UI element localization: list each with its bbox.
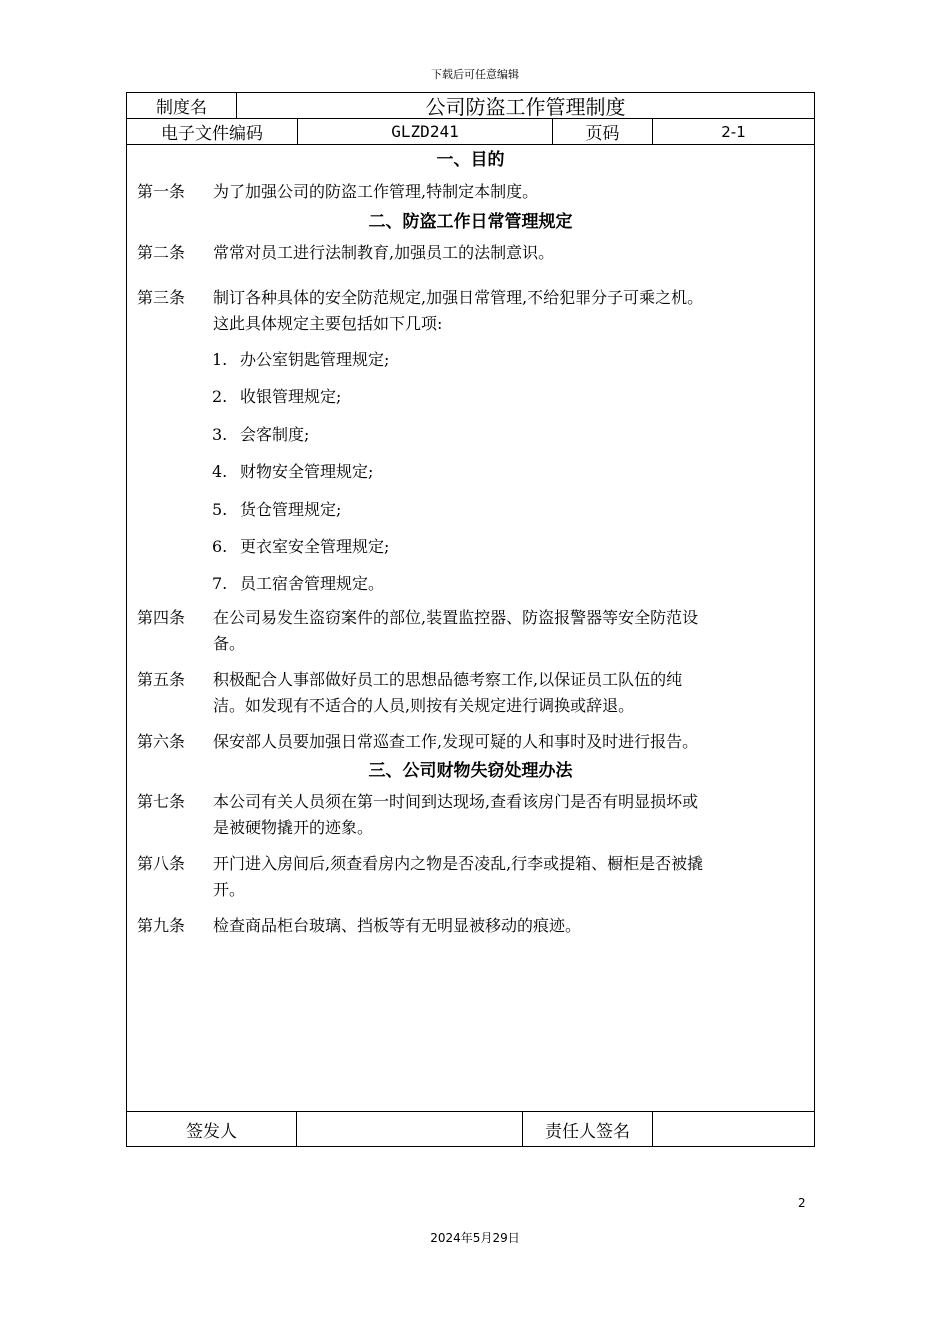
responsible-signature-field[interactable] <box>653 1112 814 1146</box>
code-label: 电子文件编码 <box>127 119 298 144</box>
article-number: 第八条 <box>137 854 186 873</box>
issuer-field[interactable] <box>297 1112 523 1146</box>
article-number: 第五条 <box>137 670 186 689</box>
article-line: 开门进入房间后,须查看房内之物是否凌乱,行李或提箱、橱柜是否被撬 <box>213 854 704 873</box>
article-number: 第六条 <box>137 732 186 751</box>
name-label: 制度名 <box>127 93 237 118</box>
regulation-body <box>127 145 814 1111</box>
list-item: 6. 更衣室安全管理规定; <box>212 537 390 556</box>
article-line: 这此具体规定主要包括如下几项: <box>213 314 443 333</box>
page-number: 2 <box>798 1196 806 1210</box>
article-line: 在公司易发生盗窃案件的部位,装置监控器、防盗报警器等安全防范设 <box>213 608 699 627</box>
article-line: 保安部人员要加强日常巡查工作,发现可疑的人和事时及时进行报告。 <box>213 732 699 751</box>
article-line: 洁。如发现有不适合的人员,则按有关规定进行调换或辞退。 <box>213 696 635 715</box>
article-line: 本公司有关人员须在第一时间到达现场,查看该房门是否有明显损坏或 <box>213 792 699 811</box>
article-number: 第三条 <box>137 288 186 307</box>
signature-row <box>127 1111 814 1146</box>
list-item: 7. 员工宿舍管理规定。 <box>212 574 385 593</box>
section-heading-2: 二、防盗工作日常管理规定 <box>368 212 573 232</box>
list-item: 5. 货仓管理规定; <box>212 500 342 519</box>
article-line: 常常对员工进行法制教育,加强员工的法制意识。 <box>213 243 555 262</box>
code-row <box>127 119 814 145</box>
article-line: 为了加强公司的防盗工作管理,特制定本制度。 <box>213 182 539 201</box>
article-number: 第四条 <box>137 608 186 627</box>
document-title: 公司防盗工作管理制度 <box>425 95 626 119</box>
top-note: 下载后可任意编辑 <box>431 68 519 81</box>
document-date: 2024年5月29日 <box>430 1231 520 1245</box>
article-line: 开。 <box>213 880 246 899</box>
title-row <box>127 93 814 119</box>
section-heading-1: 一、目的 <box>436 150 505 170</box>
page-label: 页码 <box>553 119 653 144</box>
regulation-form <box>126 92 815 1147</box>
page-code: 2-1 <box>721 122 746 141</box>
article-line: 是被硬物撬开的迹象。 <box>213 818 374 837</box>
file-code: GLZD241 <box>298 119 553 144</box>
article-line: 备。 <box>213 634 246 653</box>
list-item: 3. 会客制度; <box>212 425 310 444</box>
article-number: 第一条 <box>137 182 186 201</box>
responsible-label: 责任人签名 <box>523 1112 653 1146</box>
article-number: 第二条 <box>137 243 186 262</box>
issuer-label: 签发人 <box>127 1112 297 1146</box>
article-line: 制订各种具体的安全防范规定,加强日常管理,不给犯罪分子可乘之机。 <box>213 288 704 307</box>
list-item: 2. 收银管理规定; <box>212 387 342 406</box>
list-item: 4. 财物安全管理规定; <box>212 462 374 481</box>
section-heading-3: 三、公司财物失窃处理办法 <box>368 761 573 781</box>
article-line: 检查商品柜台玻璃、挡板等有无明显被移动的痕迹。 <box>213 916 582 935</box>
list-item: 1. 办公室钥匙管理规定; <box>212 350 390 369</box>
article-line: 积极配合人事部做好员工的思想品德考察工作,以保证员工队伍的纯 <box>213 670 683 689</box>
article-number: 第七条 <box>137 792 186 811</box>
article-number: 第九条 <box>137 916 186 935</box>
